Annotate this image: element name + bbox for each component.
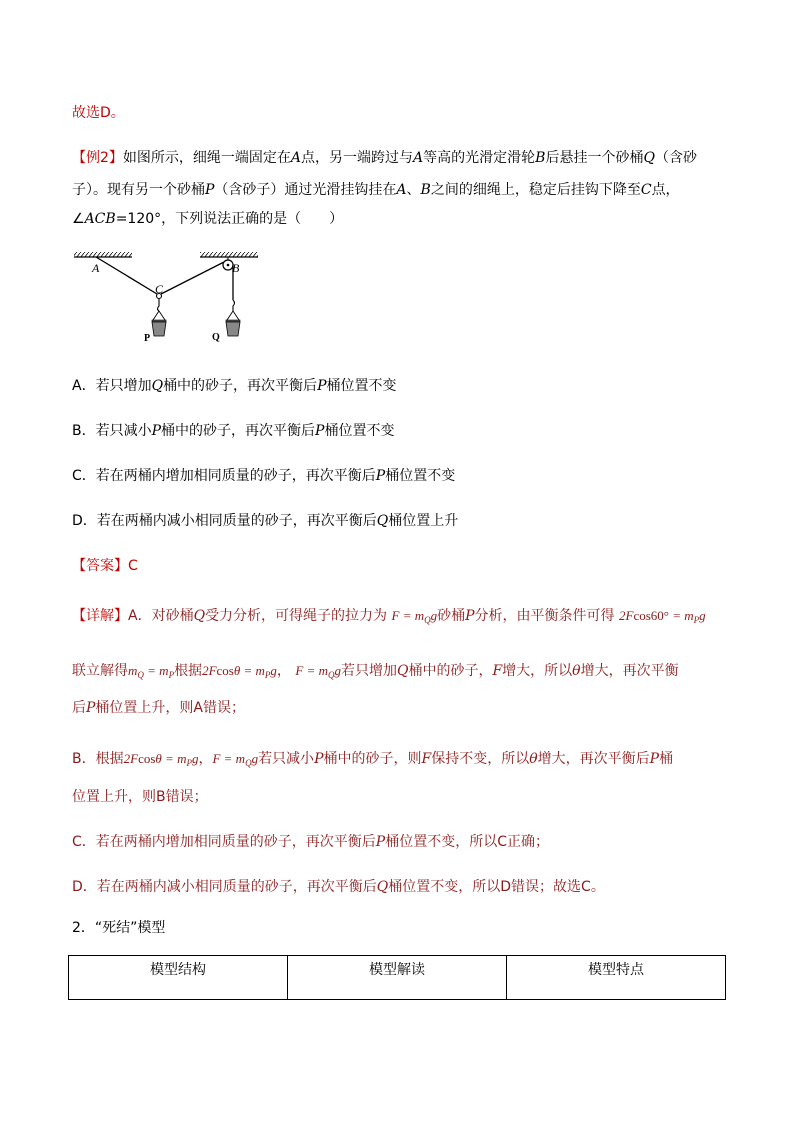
formula-mq-mp: $m_Q = m_P$ <box>128 663 175 680</box>
label-q: Q <box>212 332 220 343</box>
option-a: A．若只增加Q桶中的砂子，再次平衡后P桶位置不变 <box>72 378 397 394</box>
detail-line-7: D．若在两桶内减小相同质量的砂子，再次平衡后Q桶位置不变，所以D错误；故选C。 <box>72 879 605 895</box>
example-line-1: 【例2】如图所示，细绳一端固定在A点，另一端跨过与A等高的光滑定滑轮B后悬挂一个砂桶Q（含砂 <box>72 150 697 166</box>
section-2-heading: 2．“死结”模型 <box>72 920 166 936</box>
detail-line-1: 【详解】A．对砂桶Q受力分析，可得绳子的拉力为 $F = m_Qg$砂桶P分析，由平衡条件可得 $2Fcos60^\circ = m_Pg$ <box>72 608 706 625</box>
detail-line-5: 位置上升，则B错误； <box>72 789 208 805</box>
detail-line-6: C．若在两桶内增加相同质量的砂子，再次平衡后P桶位置不变，所以C正确； <box>72 834 549 850</box>
detail-line-3: 后P桶位置上升，则A错误； <box>72 700 245 716</box>
answer-value: C <box>128 558 138 574</box>
formula-2fcos60: $2Fcos60^\circ = m_Pg$ <box>619 608 706 625</box>
right-ceiling <box>200 252 258 257</box>
detail-line-4: B．根据$2Fcos\theta = m_Pg$，$F = m_Qg$若只减小P桶中的砂子，则F保持不变，所以θ增大，再次平衡后P桶 <box>72 751 674 768</box>
left-ceiling <box>74 252 132 257</box>
formula-2fcos-theta: $2Fcos\theta = m_Pg$ <box>202 663 277 680</box>
option-d: D．若在两桶内减小相同质量的砂子，再次平衡后Q桶位置上升 <box>72 513 459 529</box>
bucket-p <box>152 322 166 336</box>
previous-conclusion: 故选D。 <box>72 105 125 121</box>
table-header-structure: 模型结构 <box>69 956 288 1000</box>
example-tag: 【例2】 <box>72 150 123 166</box>
table-header-row <box>69 956 726 1000</box>
option-b: B．若只减小P桶中的砂子，再次平衡后P桶位置不变 <box>72 423 395 439</box>
table-header-interpretation: 模型解读 <box>288 956 507 1000</box>
table-header-features: 模型特点 <box>507 956 726 1000</box>
label-c: C <box>155 282 164 296</box>
rope-ac <box>96 257 157 294</box>
model-table <box>68 955 726 1000</box>
label-a: A <box>92 261 100 275</box>
option-c: C．若在两桶内增加相同质量的砂子，再次平衡后P桶位置不变 <box>72 468 456 484</box>
label-b: B <box>232 261 240 275</box>
detail-label: 【详解】 <box>72 608 128 624</box>
rope-cb <box>161 262 224 294</box>
answer-label: 【答案】 <box>72 558 128 574</box>
answer <box>72 555 138 575</box>
detail-line-2: 联立解得$m_Q = m_P$根据$2Fcos\theta = m_Pg$， $F = m_Qg$若只增加Q桶中的砂子，F增大，所以θ增大，再次平衡 <box>72 663 679 680</box>
example-line-3: ∠ACB=120°，下列说法正确的是（ ） <box>72 211 344 227</box>
formula-f-mqg: $F = m_Qg$ <box>391 608 438 625</box>
label-p: P <box>144 333 151 344</box>
pulley-figure <box>60 248 280 353</box>
bucket-q <box>226 322 240 336</box>
example-line-2: 子）。现有另一个砂桶P（含砂子）通过光滑挂钩挂在A、B之间的细绳上，稳定后挂钩下降至C点， <box>72 182 680 198</box>
